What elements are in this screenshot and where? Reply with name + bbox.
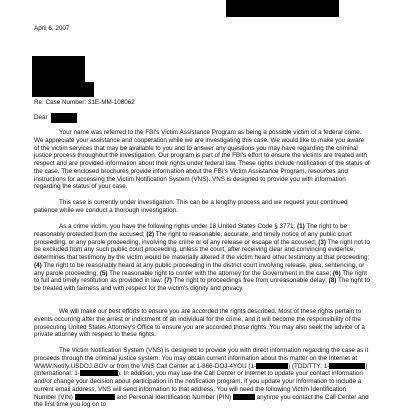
redacted-recipient-address <box>32 82 94 97</box>
redacted-phone <box>256 363 288 369</box>
redacted-vin <box>75 394 115 400</box>
redacted-tdd-number <box>329 363 365 369</box>
paragraph-status: This case is currently under investigation. This can be a lengthy process and we request your continued patience while we conduct a thorough investigation. <box>34 199 348 214</box>
paragraph-vns: The Victim Notification System (VNS) is designed to provide you with direct information regarding the case as it proceeds through the criminal justice system. You may obtain current information about this matter on the Internet at WWW.Notify.USDOJ.GOV or from the VNS Call Center at 1-866-DOJ-4YOU (1- ) (TDD/TTY: 1- ) (International: 1- ). In addition, you may use the Call Center or Internet to update your contact information and/or change your decision about participation in the notification program. If you update your information to include a current email address, VNS will send information to that address. You will need the following Victim Identification Number (VIN) and Personal Identification Number (PIN) anytime you contact the Call Center and the first time you log on to <box>34 347 369 409</box>
paragraph-rights: As a crime victim, you have the following rights under 18 United States Code § 3771: (1) The right to be reasonably protected from the accused; (2) The right to reasonable, accurate, and timely notice of any public court proceeding, or any parole proceeding, involving the crime or of any release or escape of the accused; (3) The right not to be excluded from any such public court proceeding, unless the court, after receiving clear and convincing evidence, determines that testimony by the victim would be materially altered if the victim heard other testimony at that proceeding; (4) The right to be reasonably heard at any public proceeding in the district court involving release, plea, sentencing, or any parole proceeding; (5) The reasonable right to confer with the attorney for the Government in the case; (6) The right to full and timely restitution as provided in law; (7) The right to proceedings free from unreasonable delay; (8) The right to be treated with fairness and with respect for the victim's dignity and privacy. <box>34 223 370 292</box>
paragraph-intro: Your name was referred to the FBI's Victim Assistance Program as being a possible victim of a federal crime. We appreciate your assistance and cooperation while we are investigating this case. We would like to make you aware of the victim services that may be available to you and to answer any questions you may have regarding the criminal justice process throughout the investigation. Our program is part of the FBI's effort to ensure the victims are treated with respect and are provided information about their rights under federal law. These rights include notification of the status of the case. The enclosed brochures provide information about the FBI's Victim Assistance Program, resources and instructions for accessing the Victim Notification System (VNS). VNS is designed to provide you with information regarding the status of your case. <box>34 129 370 191</box>
salutation: Dear <box>34 114 48 121</box>
letter-date: April 6, 2007 <box>34 25 70 32</box>
redacted-letterhead <box>226 0 339 17</box>
redacted-recipient-name <box>32 56 85 82</box>
redacted-pin <box>233 394 255 400</box>
rights-intro: As a crime victim, you have the following rights under 18 United States Code § 3771: <box>59 223 296 230</box>
paragraph-efforts: We will make our best efforts to ensure you are accorded the rights described. Most of these rights pertain to events occurring after the arrest or indictment of an individual for the crime, and it will become the responsibility of the prosecuting United States Attorney's Office to ensure you are accorded those rights. You may also seek the advice of a private attorney with respect to these rights. <box>34 308 365 339</box>
redacted-salutation-name <box>51 113 77 123</box>
redacted-international-number <box>80 370 118 376</box>
case-number-line: Re: Case Number: 31E-MM-108062 <box>34 99 135 106</box>
